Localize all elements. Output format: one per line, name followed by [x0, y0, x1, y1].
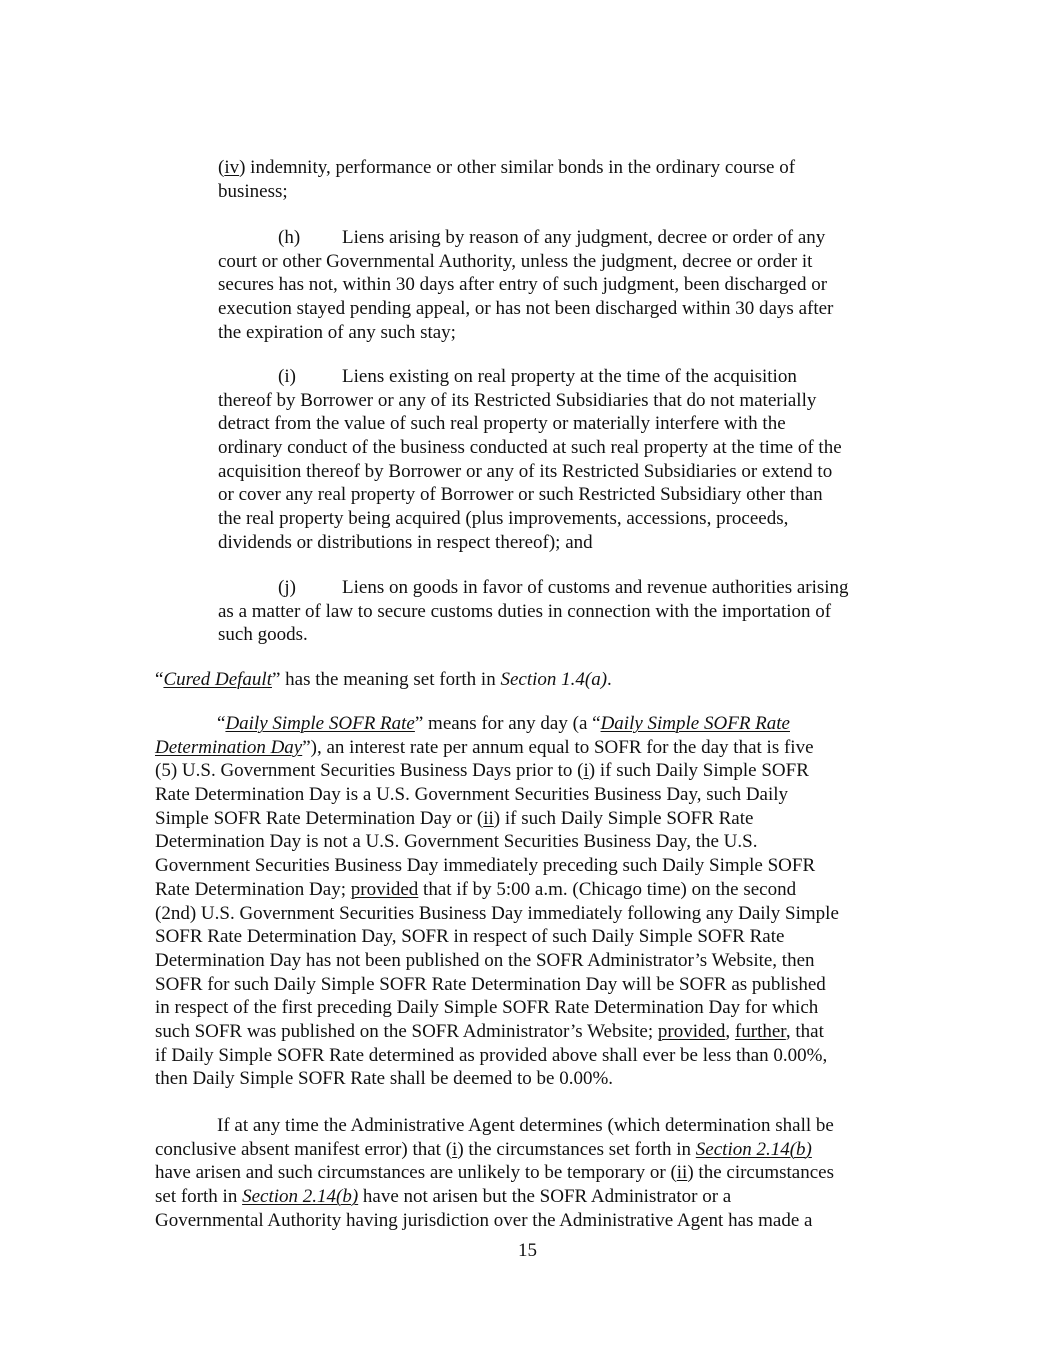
text-line: Rate Determination Day is a U.S. Government Securities Business Day, such Daily	[155, 784, 789, 806]
text-line: have arisen and such circumstances are unlikely to be temporary or (ii) the circumstances	[155, 1162, 834, 1184]
text-line: Rate Determination Day; provided that if by 5:00 a.m. (Chicago time) on the second	[155, 878, 797, 900]
section-reference: Section 2.14(b)	[242, 1186, 359, 1208]
text-line: (2nd) U.S. Government Securities Business Day immediately following any Daily Simple	[155, 902, 839, 924]
paragraph-administrative-agent	[155, 1114, 834, 1232]
clause-g-continuation	[218, 156, 795, 203]
text-line: such SOFR was published on the SOFR Administrator’s Website; provided, further, that	[155, 1020, 824, 1042]
text-line: “Cured Default” has the meaning set forth in Section 1.4(a).	[155, 669, 612, 690]
clause-j	[218, 576, 849, 647]
text-line: as a matter of law to secure customs duties in connection with the importation of	[218, 600, 832, 622]
clause-label: (j)	[278, 577, 296, 598]
text-line: (i) Liens existing on real property at the time of the acquisition	[278, 366, 797, 387]
clause-label: (h)	[278, 227, 301, 248]
text-line: conclusive absent manifest error) that (i) the circumstances set forth in Section 2.14(b)	[155, 1138, 812, 1160]
text-line: (h) Liens arising by reason of any judgment, decree or order of any	[278, 227, 826, 248]
clause-label: (i)	[278, 366, 296, 387]
text-line: Determination Day is not a U.S. Government Securities Business Day, the U.S.	[155, 831, 758, 853]
text-line: then Daily Simple SOFR Rate shall be deemed to be 0.00%.	[155, 1068, 614, 1090]
section-reference: Section 2.14(b)	[695, 1138, 812, 1160]
text-line: Governmental Authority having jurisdiction over the Administrative Agent has made a	[155, 1209, 813, 1231]
text-line: Government Securities Business Day immediately preceding such Daily Simple SOFR	[155, 855, 816, 877]
text-line: ordinary conduct of the business conducted at such real property at the time of the	[218, 437, 842, 459]
text-line: Simple SOFR Rate Determination Day or (ii) if such Daily Simple SOFR Rate	[155, 807, 754, 829]
text-line: SOFR for such Daily Simple SOFR Rate Determination Day will be SOFR as published	[155, 973, 826, 995]
text-line: or cover any real property of Borrower or such Restricted Subsidiary other than	[218, 484, 823, 506]
text-line: Determination Day has not been published on the SOFR Administrator’s Website, then	[155, 949, 815, 971]
text-line: (iv) indemnity, performance or other similar bonds in the ordinary course of	[218, 157, 796, 178]
definition-cured-default	[155, 668, 612, 692]
text-line: If at any time the Administrative Agent determines (which determination shall be	[217, 1115, 834, 1136]
proviso-provided: provided	[350, 878, 419, 900]
text-line: SOFR Rate Determination Day, SOFR in respect of such Daily Simple SOFR Rate	[155, 926, 785, 948]
defined-term: Cured Default	[163, 669, 272, 690]
text-line: court or other Governmental Authority, unless the judgment, decree or order it	[218, 250, 813, 272]
roman-marker: i	[583, 760, 589, 782]
definition-daily-simple-sofr-rate	[155, 712, 839, 1091]
text-line: such goods.	[218, 624, 308, 646]
roman-marker-iv: iv	[224, 157, 240, 178]
defined-term: Determination Day	[155, 736, 303, 758]
proviso-provided: provided	[657, 1020, 726, 1042]
text-line: the real property being acquired (plus improvements, accessions, proceeds,	[218, 508, 789, 530]
text-line: set forth in Section 2.14(b) have not arisen but the SOFR Administrator or a	[155, 1186, 732, 1208]
clause-h	[218, 226, 833, 344]
text-line: (j) Liens on goods in favor of customs and revenue authorities arising	[278, 577, 849, 598]
page-number: 15	[518, 1240, 537, 1261]
roman-marker: ii	[676, 1162, 688, 1184]
proviso-further: further	[734, 1020, 786, 1042]
clause-i	[218, 365, 842, 555]
text-line: the expiration of any such stay;	[218, 321, 456, 343]
text-line: business;	[218, 180, 288, 202]
defined-term: Daily Simple SOFR Rate	[225, 713, 415, 734]
roman-marker: i	[452, 1138, 458, 1160]
text-line: secures has not, within 30 days after entry of such judgment, been discharged or	[218, 274, 828, 296]
text-line: dividends or distributions in respect thereof); and	[218, 531, 593, 553]
text-line: execution stayed pending appeal, or has not been discharged within 30 days after	[218, 298, 834, 320]
text-line: Determination Day”), an interest rate per annum equal to SOFR for the day that is five	[155, 736, 814, 758]
text-line: in respect of the first preceding Daily Simple SOFR Rate Determination Day for which	[155, 997, 819, 1019]
text-line: acquisition thereof by Borrower or any of its Restricted Subsidiaries or extend to	[218, 460, 833, 482]
text-line: if Daily Simple SOFR Rate determined as provided above shall ever be less than 0.00%,	[155, 1044, 828, 1066]
text-line: thereof by Borrower or any of its Restricted Subsidiaries that do not materially	[218, 389, 817, 411]
section-reference: Section 1.4(a)	[500, 669, 608, 690]
defined-term: Daily Simple SOFR Rate	[600, 713, 790, 734]
text-line: detract from the value of such real property or materially interfere with the	[218, 413, 786, 435]
roman-marker: ii	[483, 807, 494, 829]
text-line: (5) U.S. Government Securities Business Days prior to (i) if such Daily Simple SOFR	[155, 760, 809, 782]
text-line: “Daily Simple SOFR Rate” means for any day (a “Daily Simple SOFR Rate	[217, 713, 790, 734]
